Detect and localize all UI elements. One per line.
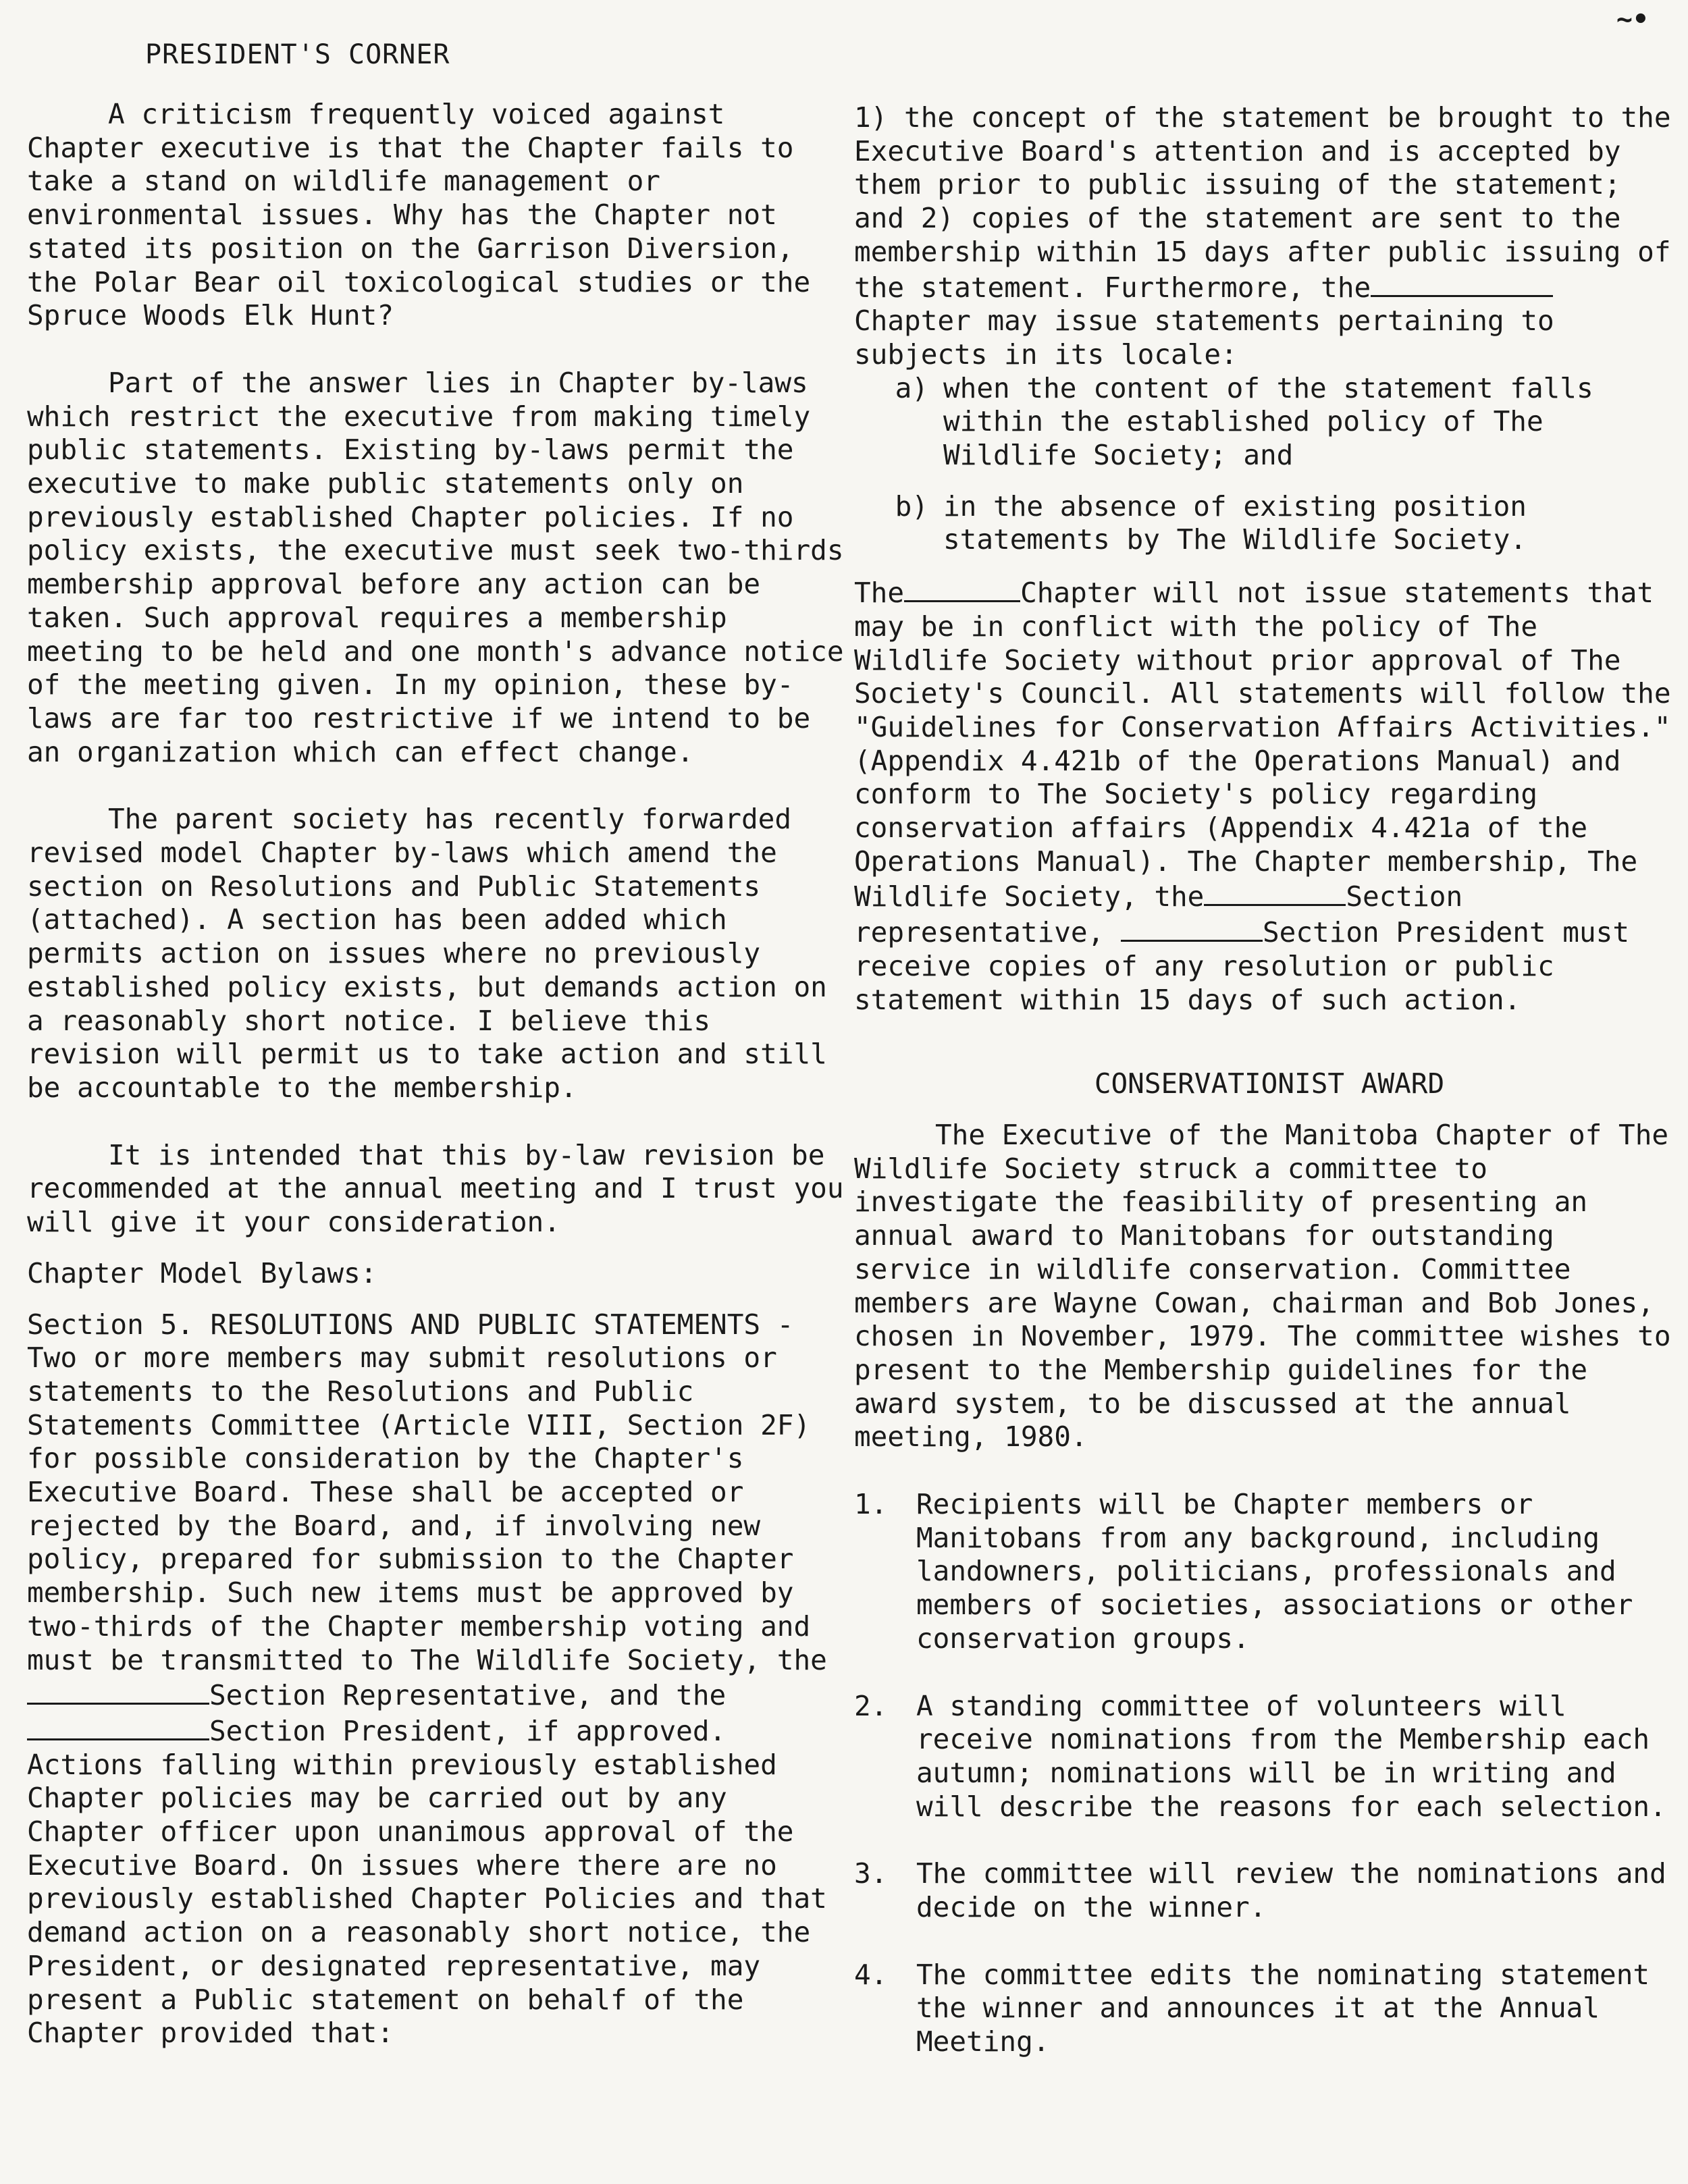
- award-item-3: [854, 1857, 1685, 1924]
- right-column: [854, 101, 1685, 2059]
- award-item-number: 1.: [854, 1488, 888, 1521]
- blank-line: [1121, 914, 1263, 942]
- left-column: [27, 98, 847, 2050]
- award-item-number: 2.: [854, 1689, 888, 1722]
- blank-line: [1204, 878, 1346, 906]
- sub-item-b: [854, 490, 1685, 557]
- blank-line: [27, 1713, 209, 1740]
- bylaws-closing-part-b: Chapter will not issue statements that may be in conflict with the policy of The Wildlife Society without prior approval of The Society's Council. All statements will follow the "Guidelines for Conservation Affairs Activities." (Appendix 4.421b of the Operations Manual) and conform to The Society's policy regarding conservation affairs (Appendix 4.421a of the Operations Manual). The Chapter membership, The Wildlife Society, the: [854, 577, 1671, 913]
- bylaws-cont-part-b: Chapter may issue statements pertaining to subjects in its locale:: [854, 304, 1554, 371]
- award-item-text: Recipients will be Chapter members or Manitobans from any background, including landowners, politicians, professionals and members of societies, associations or other conservation groups.: [916, 1488, 1633, 1655]
- blank-line: [27, 1677, 209, 1705]
- award-item-4: [854, 1959, 1685, 2059]
- president-paragraph-3: The parent society has recently forwarded revised model Chapter by-laws which amend the section on Resolutions and Public Statements (attached). A section has been added which permits action on issues where no previously established policy exists, but demands action on a reasonably short notice. I believe this revision will permit us to take action and still be accountable to the membership.: [27, 803, 827, 1104]
- award-item-2: [854, 1690, 1685, 1824]
- sub-item-a: [854, 372, 1685, 473]
- award-item-text: The committee will review the nominations and decide on the winner.: [916, 1857, 1666, 1924]
- bylaws-closing-part-c: Section representative,: [854, 880, 1463, 949]
- award-intro: The Executive of the Manitoba Chapter of The Wildlife Society struck a committee to investigate the feasibility of presenting an annual award to Manitobans for outstanding service in wildlife conservation. Committee members are Wayne Cowan, chairman and Bob Jones, chosen in November, 1979. The committee wishes to present to the Membership guidelines for the award system, to be discussed at the annual meeting, 1980.: [854, 1118, 1671, 1454]
- president-paragraph-1: A criticism frequently voiced against Chapter executive is that the Chapter fails to take a stand on wildlife management or environmental issues. Why has the Chapter not stated its position on the Garrison Diversion, the Polar Bear oil toxicological studies or the Spruce Woods Elk Hunt?: [27, 98, 811, 332]
- bylaws-heading: Chapter Model Bylaws:: [27, 1256, 377, 1289]
- section-5-part-c: Section President, if approved. Actions falling within previously established Chapter policies may be carried out by any Chapter officer upon unanimous approval of the Executive Board. On issues where there are no previously established Chapter Policies and that demand action on a reasonably short notice, the President, or designated representative, may present a Public statement on behalf of the Chapter provided that:: [27, 1714, 827, 2050]
- section-5-part-a: Section 5. RESOLUTIONS AND PUBLIC STATEMENTS - Two or more members may submit resolutions or statements to the Resolutions and Public Statements Committee (Article VIII, Section 2F) for possible consideration by the Chapter's Executive Board. These shall be accepted or rejected by the Board, and, if involving new policy, prepared for submission to the Chapter membership. Such new items must be approved by two-thirds of the Chapter membership voting and must be transmitted to The Wildlife Society, the: [27, 1308, 827, 1676]
- award-item-number: 3.: [854, 1857, 888, 1890]
- bylaws-closing-part-a: The: [854, 577, 905, 610]
- award-heading: CONSERVATIONIST AWARD: [1094, 1067, 1445, 1100]
- section-5-part-b: Section Representative, and the: [209, 1679, 727, 1712]
- sub-item-b-label: b): [895, 489, 928, 523]
- blank-line: [904, 575, 1020, 602]
- award-item-number: 4.: [854, 1958, 888, 1991]
- sub-item-a-text: when the content of the statement falls within the established policy of The Wildlife Society; and: [943, 371, 1593, 472]
- bylaws-cont-part-a: 1) the concept of the statement be brought to the Executive Board's attention and is accepted by them prior to public issuing of the statement; and 2) copies of the statement are sent to the membership within 15 days after public issuing of the statement. Furthermore, the: [854, 101, 1671, 304]
- bylaws-closing-part-d: Section President must receive copies of any resolution or public statement within 15 days of such action.: [854, 916, 1630, 1016]
- award-item-text: The committee edits the nominating statement the winner and announces it at the Annual Meeting.: [916, 1958, 1650, 2058]
- sub-item-b-text: in the absence of existing position statements by The Wildlife Society.: [943, 489, 1527, 556]
- award-item-text: A standing committee of volunteers will receive nominations from the Membership each autumn; nominations will be in writing and will describe the reasons for each selection.: [916, 1689, 1666, 1823]
- section-5-text: [27, 1308, 847, 2050]
- blank-line: [1371, 269, 1553, 297]
- award-item-1: [854, 1488, 1685, 1656]
- sub-item-a-label: a): [895, 371, 928, 404]
- president-heading: PRESIDENT'S CORNER: [145, 39, 450, 70]
- president-paragraph-2: Part of the answer lies in Chapter by-laws which restrict the executive from making timely public statements. Existing by-laws permit the executive to make public statements only on previously established Chapter policies. If no policy exists, the executive must seek two-thirds membership approval before any action can be taken. Such approval requires a membership meeting to be held and one month's advance notice of the meeting given. In my opinion, these by-laws are far too restrictive if we intend to be an organization which can effect change.: [27, 366, 844, 768]
- president-paragraph-4: It is intended that this by-law revision be recommended at the annual meeting and I trust you will give it your consideration.: [27, 1138, 844, 1239]
- bylaws-closing: [854, 575, 1685, 1017]
- bylaws-continuation: [854, 101, 1685, 372]
- page-mark: ~•: [1616, 4, 1649, 35]
